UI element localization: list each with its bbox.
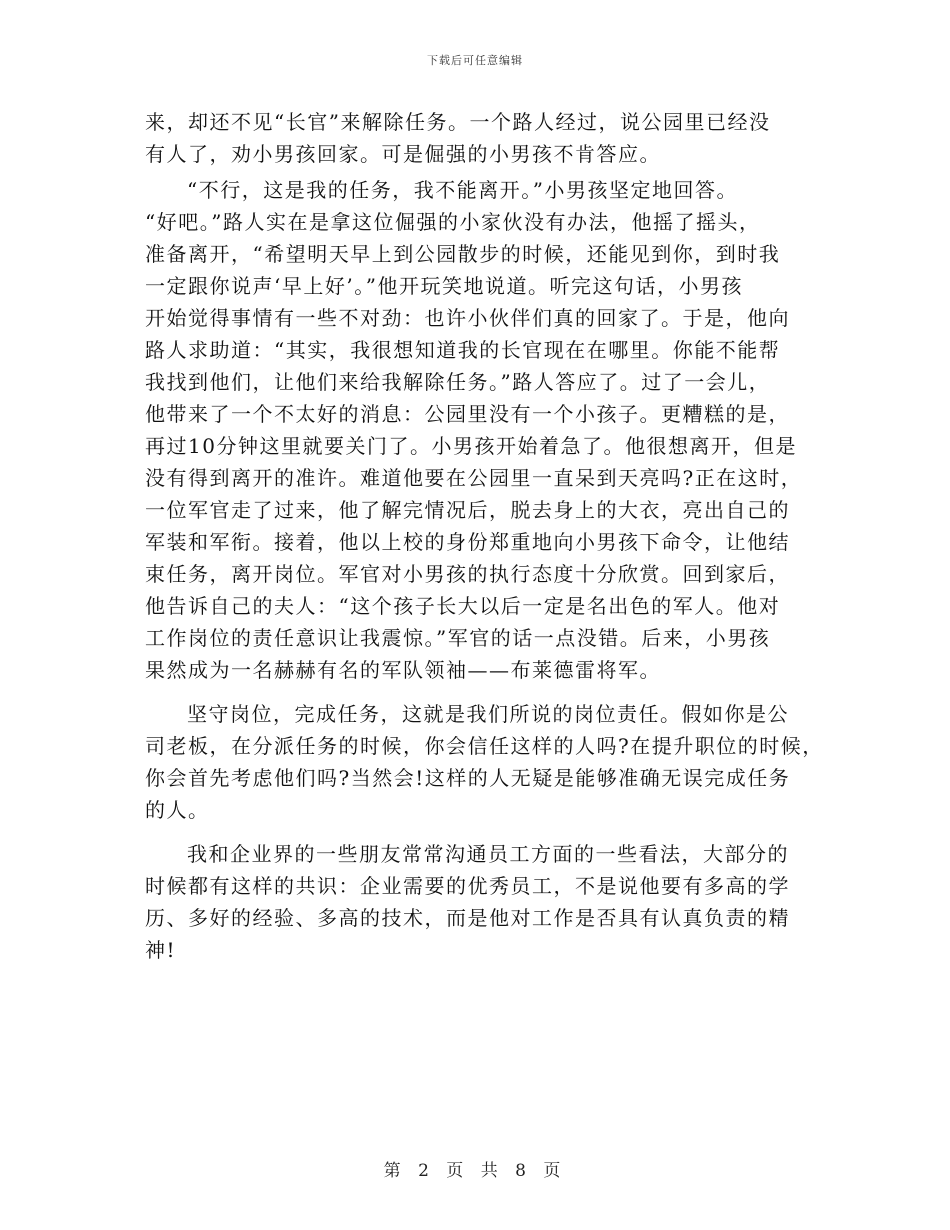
document-body xyxy=(145,106,824,966)
text-line: 开始觉得事情有一些不对劲：也许小伙伴们真的回家了。于是，他向 xyxy=(145,306,790,330)
text-line: 坚守岗位，完成任务，这就是我们所说的岗位责任。假如你是公 xyxy=(187,702,789,726)
text-line: 果然成为一名赫赫有名的军队领袖——布莱德雷将军。 xyxy=(145,658,661,682)
text-line: 路人求助道：“其实，我很想知道我的长官现在在哪里。你能不能帮 xyxy=(145,338,781,362)
paragraph-3 xyxy=(145,698,824,826)
text-line: 我找到他们，让他们来给我解除任务。”路人答应了。过了一会儿， xyxy=(145,370,771,394)
text-line: 准备离开，“希望明天早上到公园散步的时候，还能见到你，到时我 xyxy=(145,242,781,266)
text-line: 军装和军衔。接着，他以上校的身份郑重地向小男孩下命令，让他结 xyxy=(145,530,790,554)
text-line: 时候都有这样的共识：企业需要的优秀员工，不是说他要有多高的学 xyxy=(145,874,790,898)
paragraph-1 xyxy=(145,106,805,170)
page-number-footer: 第 2 页 共 8 页 xyxy=(383,1161,567,1181)
text-line: “不行，这是我的任务，我不能离开。”小男孩坚定地回答。 xyxy=(187,178,738,202)
text-line: 神! xyxy=(145,938,177,962)
page-header: 下载后可任意编辑 xyxy=(427,54,523,67)
text-line: 历、多好的经验、多高的技术，而是他对工作是否具有认真负责的精 xyxy=(145,906,790,930)
text-line: 工作岗位的责任意识让我震惊。”军官的话一点没错。后来，小男孩 xyxy=(145,626,771,650)
text-line: 再过10分钟这里就要关门了。小男孩开始着急了。他很想离开，但是 xyxy=(145,434,797,458)
text-line: 束任务，离开岗位。军官对小男孩的执行态度十分欣赏。回到家后， xyxy=(145,562,790,586)
paragraph-2 xyxy=(145,174,805,686)
text-line: 的人。 xyxy=(145,798,210,822)
text-line: 一位军官走了过来，他了解完情况后，脱去身上的大衣，亮出自己的 xyxy=(145,498,790,522)
text-line: 一定跟你说声‘早上好’。”他开玩笑地说道。听完这句话，小男孩 xyxy=(145,274,743,298)
text-line: 没有得到离开的准许。难道他要在公园里一直呆到天亮吗?正在这时， xyxy=(145,466,803,490)
text-line: 我和企业界的一些朋友常常沟通员工方面的一些看法，大部分的 xyxy=(187,842,789,866)
text-line: 你会首先考虑他们吗?当然会!这样的人无疑是能够准确无误完成任务 xyxy=(145,766,791,790)
text-line: 司老板，在分派任务的时候，你会信任这样的人吗?在提升职位的时候， xyxy=(145,734,824,758)
text-line: “好吧。”路人实在是拿这位倔强的小家伙没有办法，他摇了摇头， xyxy=(145,210,761,234)
text-line: 有人了，劝小男孩回家。可是倔强的小男孩不肯答应。 xyxy=(145,142,661,166)
text-line: 他告诉自己的夫人：“这个孩子长大以后一定是名出色的军人。他对 xyxy=(145,594,781,618)
text-line: 他带来了一个不太好的消息：公园里没有一个小孩子。更糟糕的是， xyxy=(145,402,790,426)
paragraph-4 xyxy=(145,838,805,966)
text-line: 来，却还不见“长官”来解除任务。一个路人经过，说公园里已经没 xyxy=(145,110,771,134)
